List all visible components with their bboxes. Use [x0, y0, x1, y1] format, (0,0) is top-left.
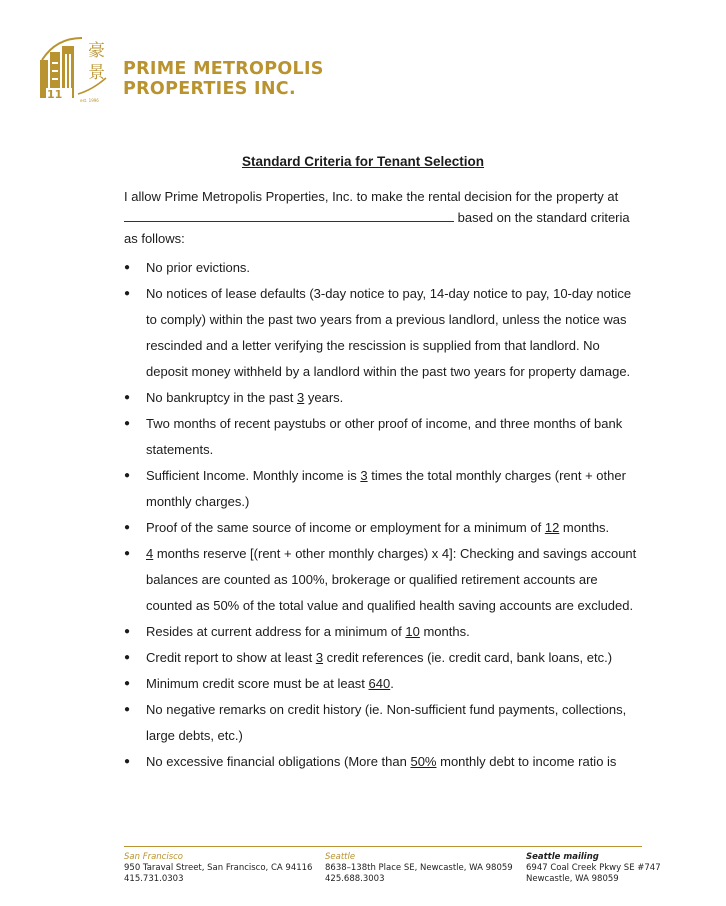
- office-city: Seattle mailing: [526, 852, 599, 862]
- intro-paragraph: [124, 186, 644, 249]
- office-address: 6947 Coal Creek Pkwy SE #747: [526, 863, 661, 873]
- bullet-icon: ●: [124, 262, 131, 273]
- criteria-item: [124, 749, 644, 775]
- criteria-value: 3: [360, 468, 368, 483]
- criteria-text: Two months of recent paystubs or other proof of income, and three months of bank statements.: [146, 416, 623, 457]
- office-phone: 415.731.0303: [124, 874, 184, 884]
- criteria-item: [124, 385, 644, 411]
- criteria-text: No prior evictions.: [146, 260, 251, 275]
- office-city: Seattle: [325, 852, 356, 862]
- criteria-text: Credit report to show at least: [146, 650, 316, 665]
- criteria-text: No bankruptcy in the past: [146, 390, 298, 405]
- brand-name: [123, 59, 324, 99]
- criteria-value: 640: [368, 676, 391, 691]
- logo-number: 11: [47, 88, 63, 101]
- criteria-text: months.: [419, 624, 470, 639]
- bullet-icon: ●: [124, 288, 131, 299]
- criteria-text: Resides at current address for a minimum of: [146, 624, 406, 639]
- criteria-text: months.: [559, 520, 610, 535]
- footer-office-san-francisco: [124, 852, 312, 885]
- bullet-icon: ●: [124, 470, 131, 481]
- criteria-text: months reserve [(rent + other monthly charges) x 4]: Checking and savings account balances are counted as 100%, brokerage or qualified retirement accounts are counted as 50% of the total value and qualified health saving accounts are excluded.: [146, 546, 637, 613]
- criteria-item: [124, 463, 644, 515]
- intro-text-3: as follows:: [124, 231, 185, 246]
- criteria-item: [124, 671, 644, 697]
- bullet-icon: ●: [124, 652, 131, 663]
- bullet-icon: ●: [124, 392, 131, 403]
- property-address-blank[interactable]: [124, 208, 454, 222]
- criteria-item: [124, 411, 644, 463]
- bullet-icon: ●: [124, 756, 131, 767]
- criteria-text: credit references (ie. credit card, bank loans, etc.): [323, 650, 613, 665]
- logo-est: est. 1996: [80, 98, 99, 103]
- footer-office-seattle: [325, 852, 513, 885]
- office-address-2: Newcastle, WA 98059: [526, 874, 619, 884]
- logo-chinese-char-2: 景: [88, 63, 105, 83]
- building-logo-icon: [36, 34, 122, 104]
- criteria-value: 12: [544, 520, 560, 535]
- criteria-text: monthly debt to income ratio is: [436, 754, 617, 769]
- criteria-text: No negative remarks on credit history (ie. Non-sufficient fund payments, collections, large debts, etc.): [146, 702, 627, 743]
- criteria-text: No notices of lease defaults (3-day notice to pay, 14-day notice to pay, 10-day notice to comply) within the past two years from a previous landlord, unless the notice was rescinded and a letter verifying the rescission is supplied from that landlord. No deposit money withheld by a landlord within the past two years for property damage.: [146, 286, 632, 379]
- criteria-item: [124, 255, 644, 281]
- criteria-value: 4: [146, 546, 154, 561]
- criteria-text: No excessive financial obligations (More than: [146, 754, 411, 769]
- bullet-icon: ●: [124, 678, 131, 689]
- bullet-icon: ●: [124, 522, 131, 533]
- office-address: 8638–138th Place SE, Newcastle, WA 98059: [325, 863, 513, 873]
- bullet-icon: ●: [124, 704, 131, 715]
- criteria-item: [124, 619, 644, 645]
- criteria-text: .: [390, 676, 394, 691]
- intro-text-1: I allow Prime Metropolis Properties, Inc. to make the rental decision for the property at: [124, 189, 619, 204]
- criteria-value: 3: [297, 390, 305, 405]
- bullet-icon: ●: [124, 626, 131, 637]
- criteria-text: Minimum credit score must be at least: [146, 676, 369, 691]
- intro-text-2: based on the standard criteria: [457, 210, 630, 225]
- logo-chinese-char-1: 豪: [88, 41, 105, 61]
- bullet-icon: ●: [124, 548, 131, 559]
- criteria-text: years.: [304, 390, 344, 405]
- criteria-item: [124, 645, 644, 671]
- criteria-text: times the total monthly charges (rent + other monthly charges.): [146, 468, 626, 509]
- company-logo: [36, 34, 336, 104]
- criteria-list: [124, 255, 644, 775]
- criteria-text: Sufficient Income. Monthly income is: [146, 468, 361, 483]
- footer-divider: [124, 846, 642, 847]
- criteria-item: [124, 697, 644, 749]
- criteria-value: 50%: [410, 754, 437, 769]
- criteria-item: [124, 515, 644, 541]
- criteria-text: Proof of the same source of income or employment for a minimum of: [146, 520, 545, 535]
- criteria-value: 3: [315, 650, 324, 665]
- document-title: Standard Criteria for Tenant Selection: [241, 154, 485, 169]
- bullet-icon: ●: [124, 418, 131, 429]
- office-address: 950 Taraval Street, San Francisco, CA 94116: [124, 863, 313, 873]
- criteria-item: [124, 281, 644, 385]
- office-city: San Francisco: [124, 852, 184, 862]
- brand-line-1: PRIME METROPOLIS: [123, 59, 324, 79]
- brand-line-2: PROPERTIES INC.: [123, 79, 296, 99]
- criteria-item: [124, 541, 644, 619]
- footer-office-seattle-mailing: [526, 852, 661, 885]
- office-phone: 425.688.3003: [325, 874, 385, 884]
- criteria-value: 10: [405, 624, 420, 639]
